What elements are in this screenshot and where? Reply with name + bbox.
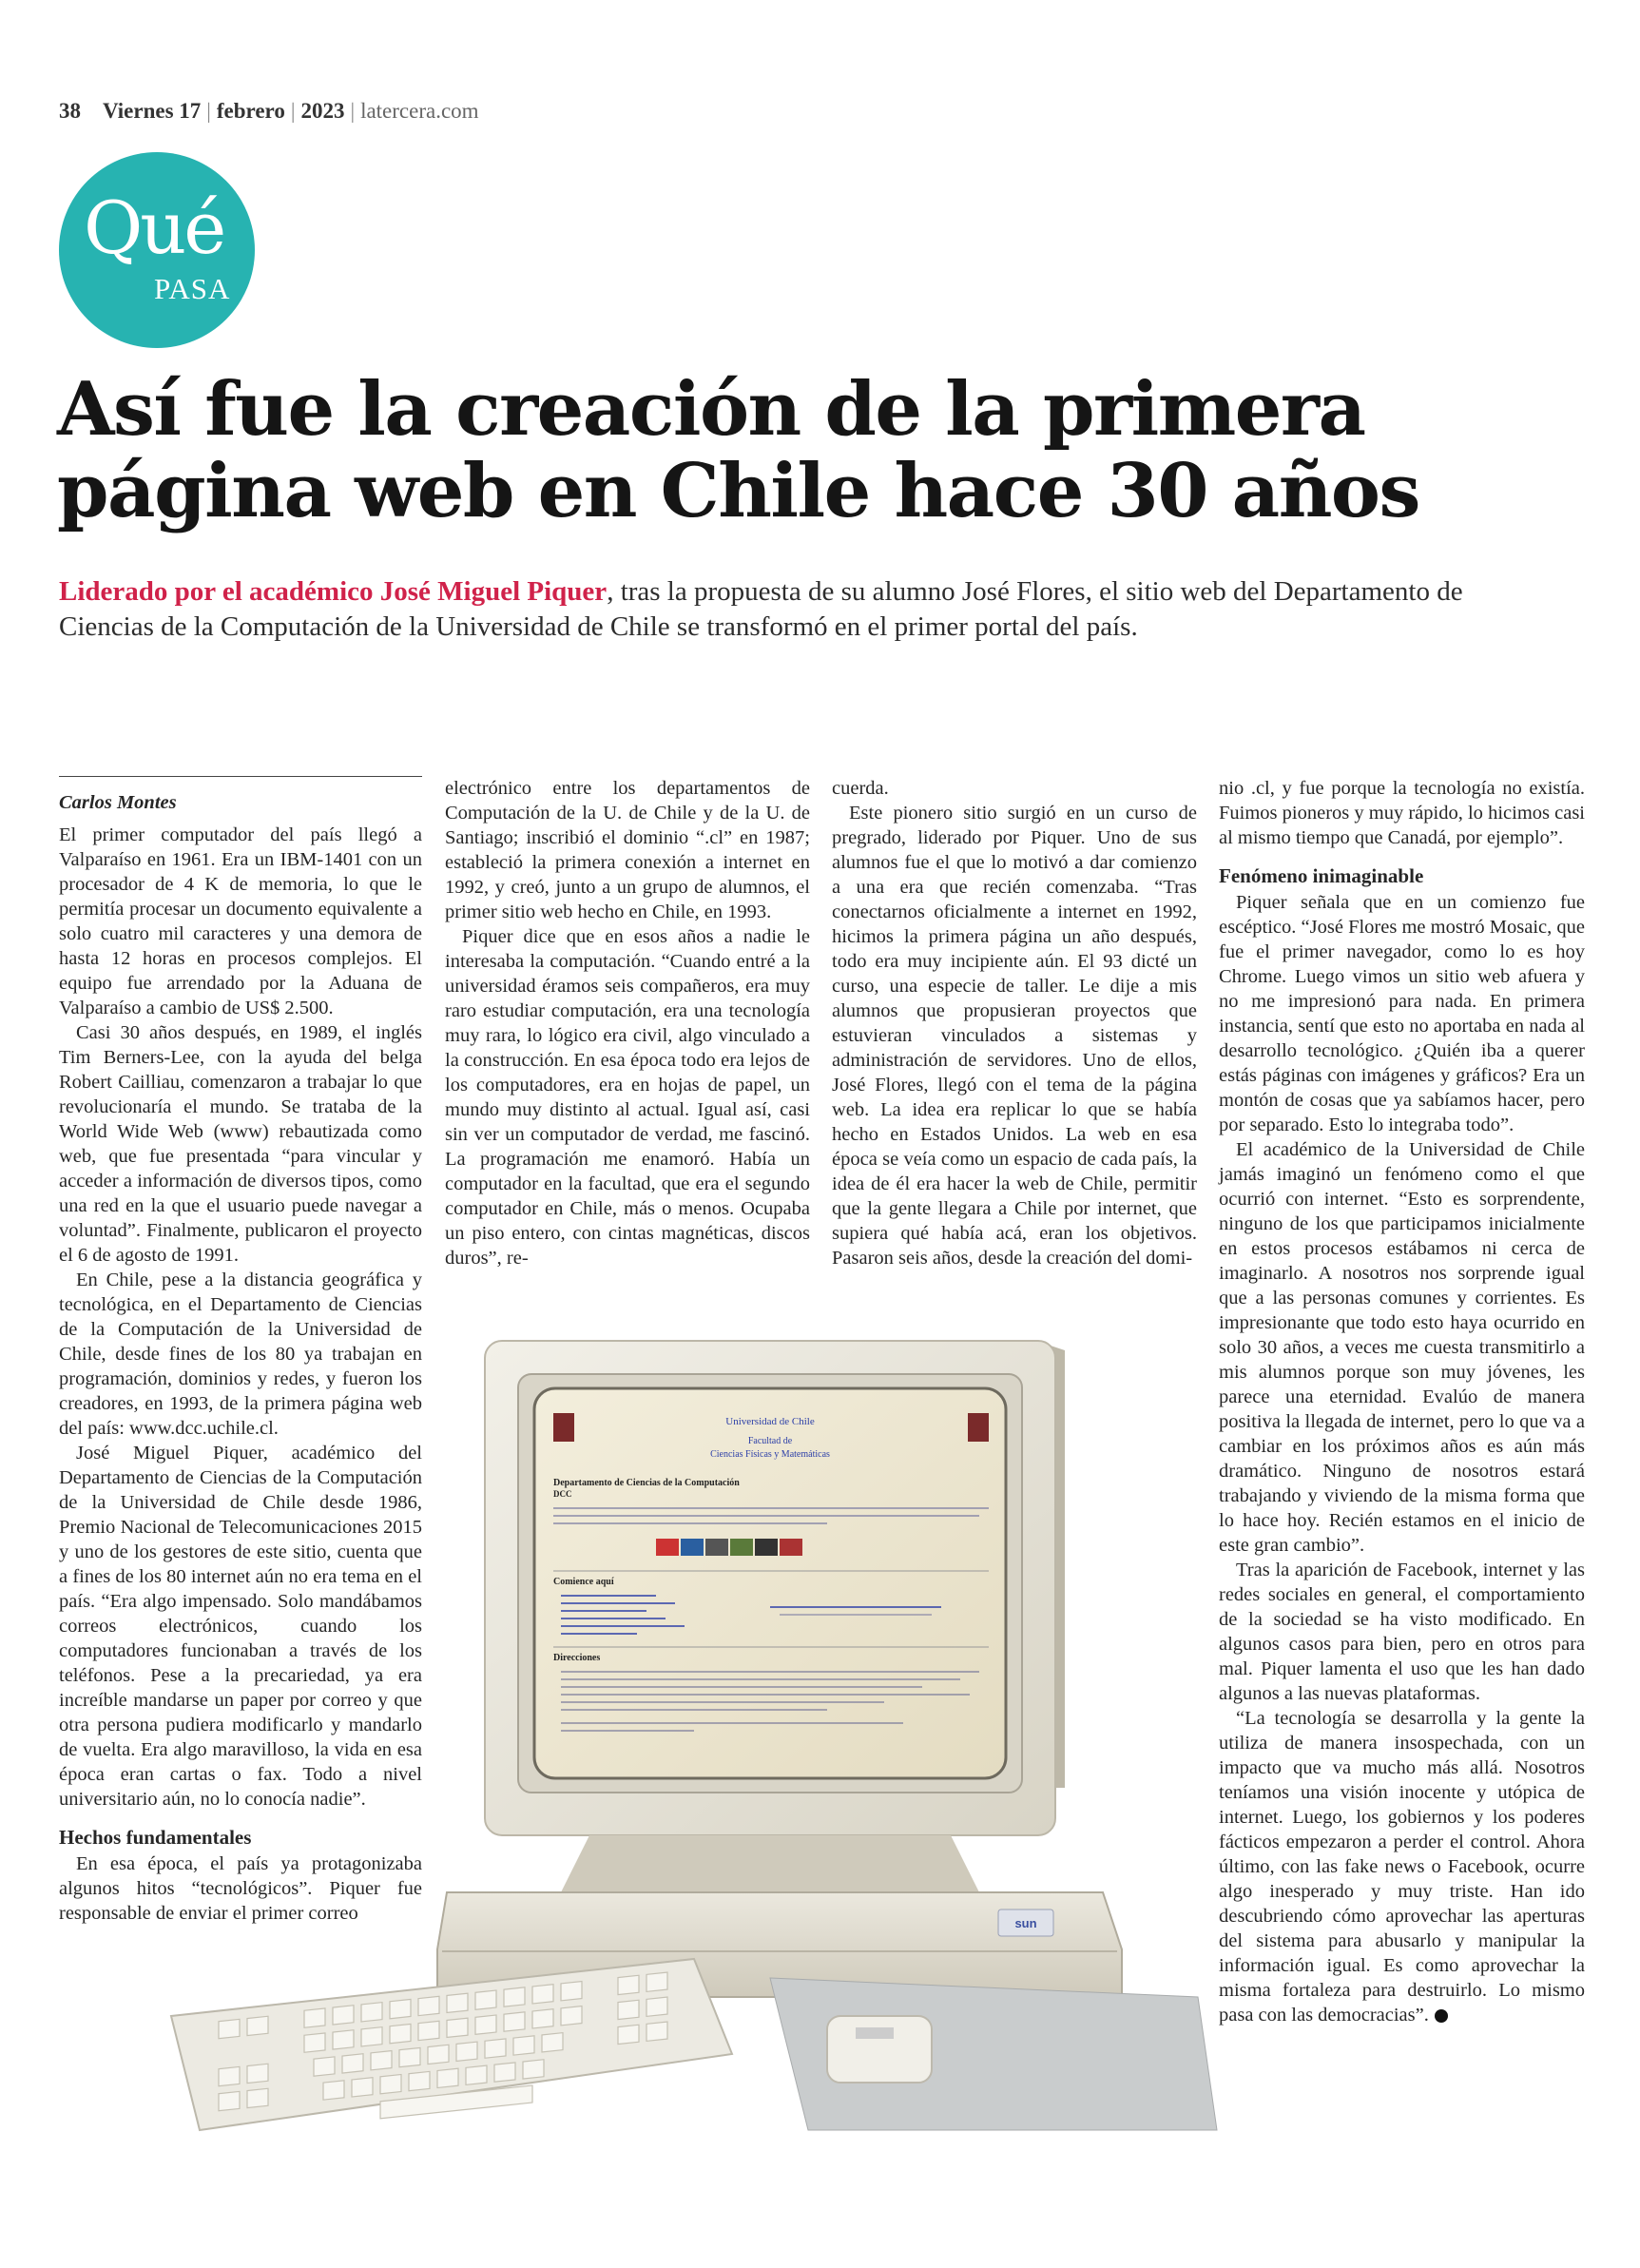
paragraph: En esa época, el país ya protagonizaba algunos hitos “tecnológicos”. Piquer fue responsable de enviar el primer correo: [59, 1853, 422, 1924]
subhead-fenomeno: Fenómeno inimaginable: [1219, 864, 1424, 887]
screen-title-2: Facultad de: [747, 1436, 793, 1446]
article-column-3: [832, 776, 1197, 1270]
paragraph: nio .cl, y fue porque la tecnología no existía. Fuimos pioneros y muy rápido, lo hicimos casi al mismo tiempo que Canadá, por ejemplo”.: [1219, 778, 1585, 848]
dek-rest: , tras la propuesta de su alumno José Flores, el sitio web del Departamento de Ciencias de la Computación de la Universidad de Chile se transformó en el primer portal del país.: [59, 576, 1463, 642]
paragraph: Piquer dice que en esos años a nadie le interesaba la computación. “Cuando entré a la universidad éramos seis compañeros, era muy raro estudiar computación, era una tecnología muy rara, lo lógico era civil, algo vinculado a la construcción. En esa época todo era lejos de los computadores, era en hojas de papel, un mundo muy distinto al actual. Igual así, casi sin ver un computador de verdad, me fascinó. La programación me enamoró. Había un computador en la facultad, que era el segundo computador en Chile, más o menos. Ocupaba un piso entero, con cintas magnéticas, discos duros”, re-: [445, 926, 810, 1269]
screen-dept: Departamento de Ciencias de la Computación: [553, 1478, 740, 1488]
page-folio: 38 Viernes 17 | febrero | 2023 | latercera.com: [59, 99, 479, 123]
screen-title-3: Ciencias Físicas y Matemáticas: [710, 1449, 830, 1460]
paragraph: cuerda.: [832, 778, 889, 799]
folio-day: Viernes 17: [103, 99, 202, 123]
crest-left-icon: [553, 1413, 574, 1442]
paragraph: En Chile, pese a la distancia geográfica y tecnológica, en el Departamento de Ciencias de la Computación de la Universidad de Chile, desde fines de los 80 ya trabajan en programación, dominios y redes, y fueron los creadores, en 1993, de la primera página web del país: www.dcc.uchile.cl.: [59, 1270, 422, 1439]
monitor-neck: [561, 1835, 979, 1892]
mouse-icon: [827, 2016, 932, 2083]
paragraph: El primer computador del país llegó a Valparaíso en 1961. Era un IBM-1401 con un procesador de 4 K de memoria, lo que le permitía procesar un documento equivalente a solo cuatro mil caracteres y una demora de hasta 12 horas en procesos complejos. El equipo fue arrendado por la Aduana de Valparaíso a cambio de US$ 2.500.: [59, 824, 422, 1018]
paragraph: “La tecnología se desarrolla y la gente la utiliza de manera insospechada, con un impacto que va mucho más allá. Nosotros teníamos una visión inocente y utópica de internet. Luego, los gobiernos y los poderes fácticos empezaron a perder el control. Ahora último, con las fake news o Facebook, ocurre algo inesperado y muy triste. Han ido descubriendo cómo aprovechar las aperturas del sistema para abusarlo y manipular la información igual. Es como aprovechar la misma fortaleza para destruirlo. Lo mismo pasa con las democracias”.: [1219, 1708, 1585, 2026]
byline: Carlos Montes: [59, 776, 422, 815]
paragraph: electrónico entre los departamentos de Computación de la U. de Chile y de la U. de Santiago; inscribió el dominio “.cl” en 1987; estableció la primera conexión a internet en 1992, y creó, junto a un grupo de alumnos, el primer sitio web hecho en Chile, en 1993.: [445, 778, 810, 922]
sun-badge-label: sun: [1014, 1916, 1037, 1930]
page-number: 38: [59, 99, 81, 123]
screen-section-1: Comience aquí: [553, 1577, 614, 1587]
screen-title-1: Universidad de Chile: [725, 1416, 815, 1427]
folio-site: latercera.com: [360, 99, 479, 123]
screen-dcc: DCC: [553, 1489, 572, 1499]
headline: [57, 366, 1540, 534]
logo-word-pasa: PASA: [154, 272, 231, 305]
folio-year: 2023: [300, 99, 345, 123]
paragraph: Este pionero sitio surgió en un curso de pregrado, liderado por Piquer. Uno de sus alumnos fue el que lo motivó a dar comienzo a una era que recién comenzaba. “Tras conectarnos oficialmente a internet en 1992, hicimos la primera página un año después, todo era muy incipiente aún. El 93 dicté un curso, una especie de taller. Le dije a mis alumnos que propusieran proyectos que estuvieran vinculados a sistemas y administración de servidores. Uno de ellos, José Flores, llegó con el tema de la página web. La idea era replicar lo que se había hecho en Estados Unidos. La web en esa época se veía como un espacio de cada país, la idea de él era hacer la web de Chile, permitir que la gente llegara a Chile por internet, que supiera qué había acá, eran los objetivos. Pasaron seis años, desde la creación del domi-: [832, 803, 1197, 1269]
folio-month: febrero: [216, 99, 285, 123]
logo-word-que: Qué: [84, 185, 224, 270]
paragraph: Piquer señala que en un comienzo fue escéptico. “José Flores me mostró Mosaic, que fue el primer navegador, como lo es hoy Chrome. Luego vimos un sitio web afuera y no me impresionó para nada. En primera instancia, sentí que esto no aportaba en nada al desarrollo tecnológico. ¿Quién iba a querer estás páginas con imágenes y gráficos? Era un montón de cosas que ya sabíamos hacer, pero por separado. Esto lo integraba todo”.: [1219, 892, 1585, 1135]
paragraph: El académico de la Universidad de Chile jamás imaginó un fenómeno como el que ocurrió con internet. “Esto es sorprendente, ninguno de los que participamos inicialmente en estos procesos estábamos ni cerca de imaginarlo. A nosotros nos sorprende igual que a las personas comunes y corrientes. Es impresionante que todo esto haya ocurrido en solo 30 años, a veces me cuesta transmitirlo a mis alumnos porque son muy jóvenes, les parece una eternidad. Evalúo de manera positiva la llegada de internet, pero lo que va a cambiar en los próximos años es aún más dramático. Ninguno de nosotros estará trabajando y viviendo de la misma forma que lo hace hoy. Recién estamos en el inicio de este gran cambio”.: [1219, 1139, 1585, 1556]
article-column-2: [445, 776, 810, 1270]
end-mark-icon: [1435, 2009, 1448, 2023]
paragraph: Casi 30 años después, en 1989, el inglés Tim Berners-Lee, con la ayuda del belga Robert Cailliau, comenzaron a trabajar lo que revolucionaría el mundo. Se trataba de la World Wide Web (www) rebautizada como web, que fue presentada “para vincular y acceder a información de diversos tipos, como una red en la que el usuario puede navegar a voluntad”. Finalmente, publicaron el proyecto el 6 de agosto de 1991.: [59, 1022, 422, 1266]
screen-section-2: Direcciones: [553, 1653, 601, 1663]
paragraph: José Miguel Piquer, académico del Departamento de Ciencias de la Computación de la Universidad de Chile desde 1986, Premio Nacional de Telecomunicaciones 2015 y uno de los gestores de este sitio, cuenta que a fines de los 80 internet aún no era tema en el país. “Era algo impensado. Solo mandábamos correos electrónicos, cuando los computadores funcionaban a través de los teléfonos. Pese a la precariedad, ya era increíble mandarse un paper por correo y que otra persona pudiera modificarlo y mandarlo de vuelta. Era algo maravilloso, la vida en esa época eran cartas o fax. Todo a nivel universitario aún, no lo conocía nadie”.: [59, 1443, 422, 1810]
headline-line-2: página web en Chile hace 30 años: [57, 448, 1419, 534]
subhead-hechos: Hechos fundamentales: [59, 1826, 252, 1849]
crest-right-icon: [968, 1413, 989, 1442]
computer-photo: [162, 1293, 1226, 2149]
article-column-4: [1219, 776, 1585, 2027]
que-pasa-logo: [59, 152, 255, 348]
dek: [59, 574, 1552, 645]
headline-line-1: Así fue la creación de la primera: [57, 366, 1365, 453]
dek-lead: Liderado por el académico José Miguel Piquer: [59, 576, 608, 607]
paragraph: Tras la aparición de Facebook, internet y las redes sociales en general, el comportamiento de la sociedad se ha visto modificado. En algunos casos para bien, pero en otros para mal. Piquer lamenta el uso que les han dado algunos a las nuevas plataformas.: [1219, 1560, 1585, 1704]
